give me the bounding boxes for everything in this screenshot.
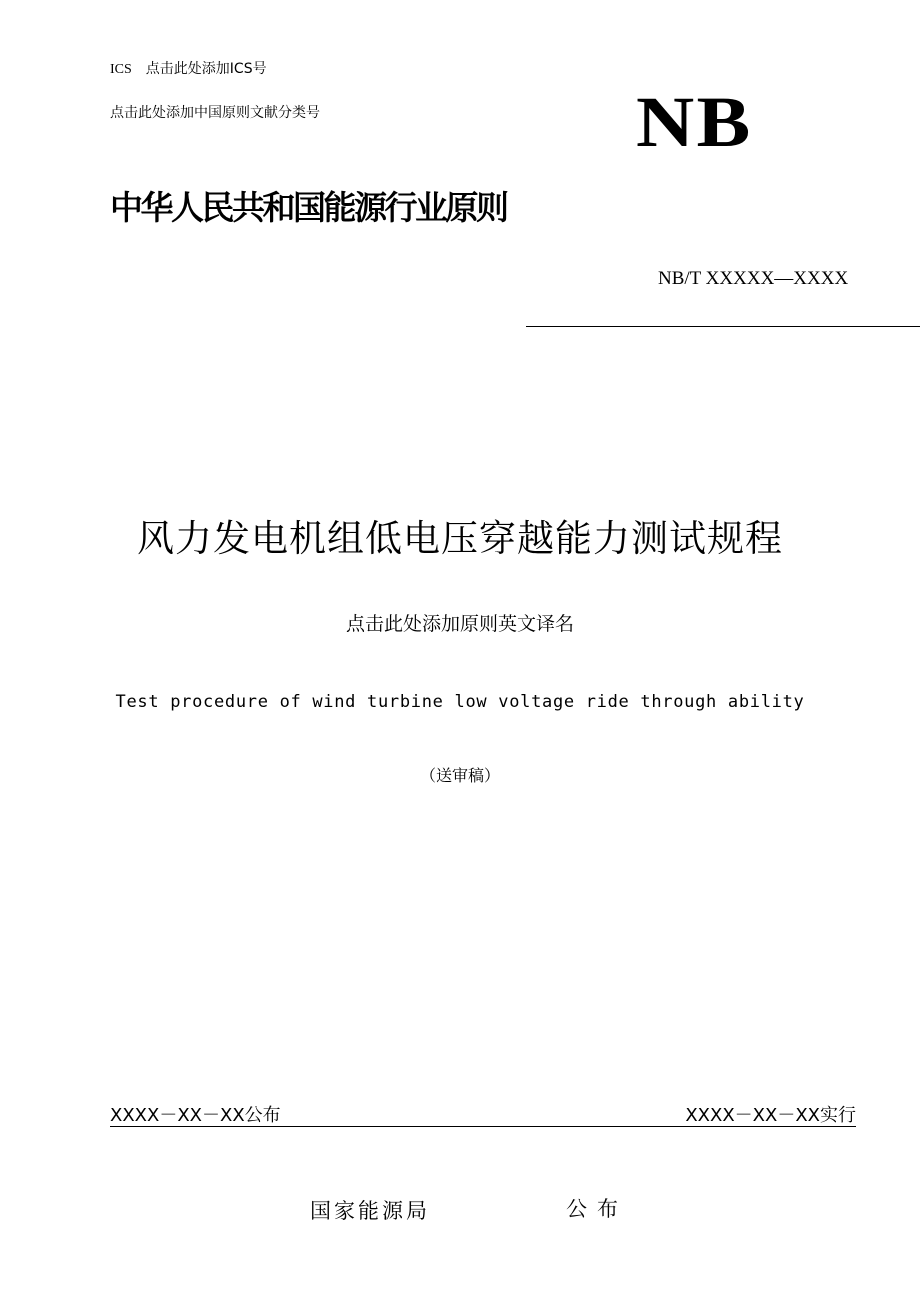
document-title-english: Test procedure of wind turbine low voltage ride through ability <box>115 692 805 712</box>
date-divider <box>110 1126 856 1127</box>
publish-date: XXXX－XX－XX公布 <box>110 1105 281 1126</box>
ics-line <box>110 58 267 78</box>
draft-status: （送审稿） <box>419 766 500 785</box>
header-divider <box>526 326 920 327</box>
ics-label: ICS <box>110 62 132 77</box>
issuer: 国家能源局 <box>310 1199 430 1223</box>
industry-title: 中华人民共和国能源行业原则 <box>110 188 507 227</box>
ics-placeholder[interactable]: 点击此处添加ICS号 <box>145 61 267 77</box>
standard-number: NB/T XXXXX—XXXX <box>658 268 849 289</box>
publish-word: 公布 <box>566 1197 628 1221</box>
document-title: 风力发电机组低电压穿越能力测试规程 <box>137 517 783 560</box>
nb-logo: NB <box>636 82 753 162</box>
english-name-placeholder[interactable]: 点击此处添加原则英文译名 <box>345 613 574 635</box>
effective-date: XXXX－XX－XX实行 <box>685 1105 856 1126</box>
classification-placeholder[interactable]: 点击此处添加中国原则文献分类号 <box>110 105 320 121</box>
